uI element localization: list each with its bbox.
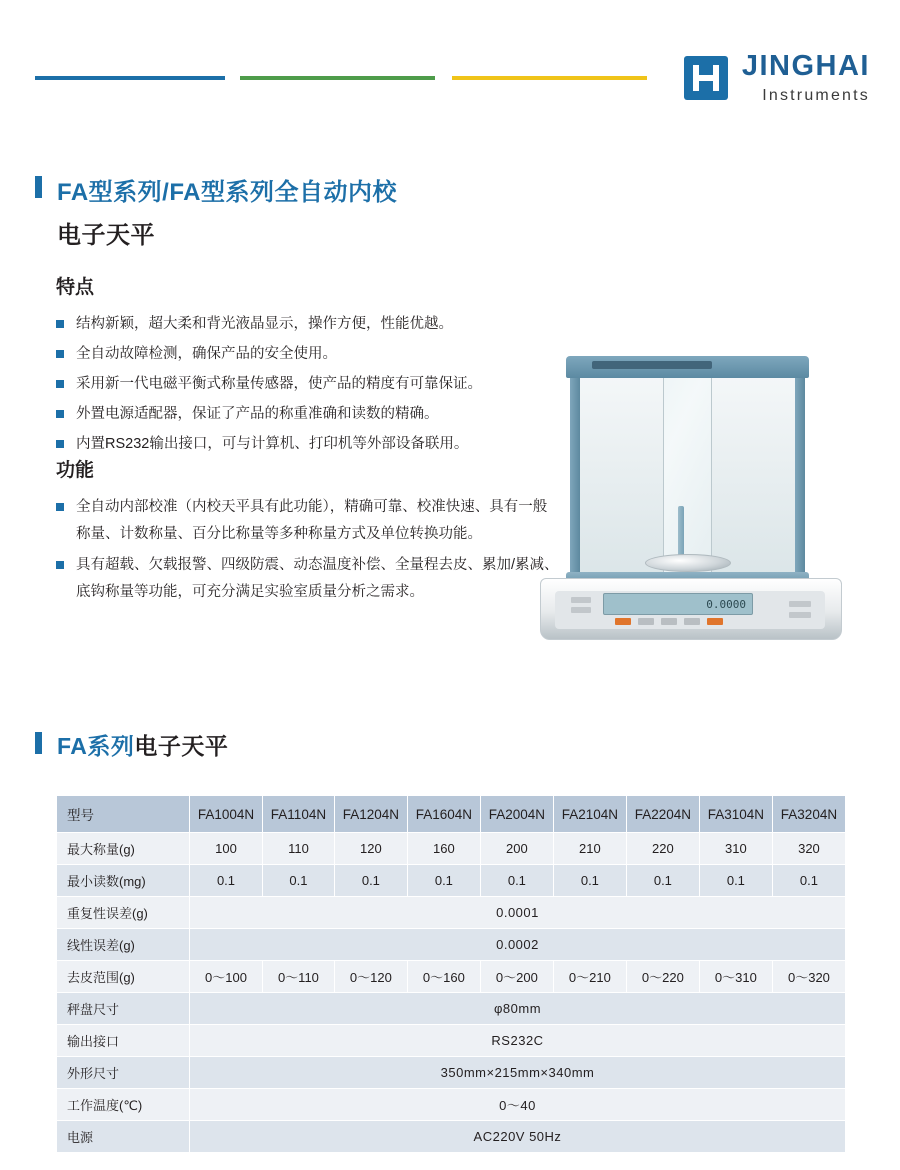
brand-logo bbox=[684, 52, 870, 104]
column-header: FA2204N bbox=[626, 796, 699, 833]
column-header: FA1004N bbox=[190, 796, 263, 833]
table-cell: 0～40 bbox=[190, 1089, 846, 1121]
list-item: 内置RS232输出接口，可与计算机、打印机等外部设备联用。 bbox=[56, 431, 561, 457]
functions-heading: 功能 bbox=[56, 460, 95, 481]
column-header: FA3104N bbox=[699, 796, 772, 833]
column-header: FA1204N bbox=[334, 796, 407, 833]
frame-post-left bbox=[570, 368, 580, 588]
table-head bbox=[57, 796, 846, 833]
page-title-line1: FA型系列/FA型系列全自动内校 bbox=[57, 179, 398, 206]
table-row bbox=[57, 833, 846, 865]
list-item: 结构新颖，超大柔和背光液晶显示，操作方便，性能优越。 bbox=[56, 311, 561, 337]
table-cell: 0.1 bbox=[699, 865, 772, 897]
table-cell: 320 bbox=[772, 833, 845, 865]
row-label: 最大称量(g) bbox=[57, 833, 190, 865]
table-cell: 0～160 bbox=[407, 961, 480, 993]
table-cell: 0～310 bbox=[699, 961, 772, 993]
column-header: 型号 bbox=[57, 796, 190, 833]
brand-text bbox=[742, 52, 870, 104]
weighing-pan bbox=[645, 554, 731, 572]
table-title-accent-bar bbox=[35, 732, 42, 754]
table-cell: 0.1 bbox=[480, 865, 553, 897]
table-row bbox=[57, 929, 846, 961]
table-row bbox=[57, 1121, 846, 1153]
table-cell: 0.1 bbox=[407, 865, 480, 897]
row-label: 秤盘尺寸 bbox=[57, 993, 190, 1025]
table-cell: φ80mm bbox=[190, 993, 846, 1025]
table-cell: 0～100 bbox=[190, 961, 263, 993]
table-cell: 100 bbox=[190, 833, 263, 865]
table-row bbox=[57, 865, 846, 897]
balance-control-panel bbox=[555, 591, 825, 629]
column-header: FA2104N bbox=[553, 796, 626, 833]
table-row bbox=[57, 961, 846, 993]
list-item: 全自动内部校准（内校天平具有此功能），精确可靠、校准快速、具有一般称量、计数称量、百分比称量等多种称量方式及单位转换功能。 bbox=[56, 494, 561, 548]
table-cell: 210 bbox=[553, 833, 626, 865]
right-key-group bbox=[789, 601, 811, 618]
table-cell: 0.1 bbox=[334, 865, 407, 897]
features-heading: 特点 bbox=[56, 277, 95, 298]
functions-list bbox=[56, 494, 561, 606]
features-section bbox=[56, 272, 561, 461]
jinghai-logo-icon bbox=[684, 56, 728, 100]
row-label: 输出接口 bbox=[57, 1025, 190, 1057]
list-item: 具有超载、欠载报警、四级防震、动态温度补偿、全量程去皮、累加/累减、底钩称量等功能，可充分满足实验室质量分析之需求。 bbox=[56, 552, 561, 606]
header-rule-yellow bbox=[452, 76, 647, 80]
brand-subtitle: Instruments bbox=[762, 87, 870, 104]
table-cell: 350mm×215mm×340mm bbox=[190, 1057, 846, 1089]
header-rule-green bbox=[240, 76, 435, 80]
table-cell: 160 bbox=[407, 833, 480, 865]
glass-panel-right bbox=[711, 374, 799, 580]
list-item: 全自动故障检测，确保产品的安全使用。 bbox=[56, 341, 561, 367]
table-cell: 0～120 bbox=[334, 961, 407, 993]
keypad-row bbox=[615, 618, 723, 625]
page-title bbox=[35, 172, 595, 250]
specification-table bbox=[56, 795, 846, 1153]
glass-panel-left bbox=[576, 374, 664, 580]
table-cell: 310 bbox=[699, 833, 772, 865]
draft-shield-lid bbox=[566, 356, 809, 378]
list-item: 外置电源适配器，保证了产品的称重准确和读数的精确。 bbox=[56, 401, 561, 427]
table-title-blue: FA系列 bbox=[57, 733, 135, 759]
row-label: 电源 bbox=[57, 1121, 190, 1153]
column-header: FA1104N bbox=[263, 796, 335, 833]
table-cell: 0.0001 bbox=[190, 897, 846, 929]
table-cell: 110 bbox=[263, 833, 335, 865]
row-label: 最小读数(mg) bbox=[57, 865, 190, 897]
balance-body bbox=[540, 578, 842, 640]
table-cell: 0.1 bbox=[626, 865, 699, 897]
page-title-line2: 电子天平 bbox=[57, 222, 155, 249]
table-cell: 0～220 bbox=[626, 961, 699, 993]
table-row bbox=[57, 1025, 846, 1057]
table-title-black: 电子天平 bbox=[134, 733, 229, 759]
table-cell: RS232C bbox=[190, 1025, 846, 1057]
table-cell: 200 bbox=[480, 833, 553, 865]
features-list bbox=[56, 311, 561, 457]
title-accent-bar bbox=[35, 176, 42, 198]
table-row bbox=[57, 897, 846, 929]
table-cell: 0.1 bbox=[772, 865, 845, 897]
product-image bbox=[530, 290, 875, 650]
column-header: FA3204N bbox=[772, 796, 845, 833]
table-cell: 120 bbox=[334, 833, 407, 865]
table-cell: 0.1 bbox=[263, 865, 335, 897]
table-row bbox=[57, 993, 846, 1025]
table-cell: 220 bbox=[626, 833, 699, 865]
balance-display: 0.0000 bbox=[603, 593, 753, 615]
table-header-row bbox=[57, 796, 846, 833]
table-cell: AC220V 50Hz bbox=[190, 1121, 846, 1153]
header-rule-blue bbox=[35, 76, 225, 80]
row-label: 外形尺寸 bbox=[57, 1057, 190, 1089]
table-cell: 0.0002 bbox=[190, 929, 846, 961]
row-label: 去皮范围(g) bbox=[57, 961, 190, 993]
table-cell: 0～320 bbox=[772, 961, 845, 993]
balance-draft-shield bbox=[560, 356, 815, 588]
table-body bbox=[57, 833, 846, 1153]
column-header: FA2004N bbox=[480, 796, 553, 833]
table-cell: 0.1 bbox=[190, 865, 263, 897]
row-label: 重复性误差(g) bbox=[57, 897, 190, 929]
page-header bbox=[0, 52, 900, 112]
table-row bbox=[57, 1057, 846, 1089]
table-cell: 0～210 bbox=[553, 961, 626, 993]
functions-section bbox=[56, 455, 561, 610]
list-item: 采用新一代电磁平衡式称量传感器，使产品的精度有可靠保证。 bbox=[56, 371, 561, 397]
table-cell: 0～200 bbox=[480, 961, 553, 993]
table-cell: 0～110 bbox=[263, 961, 335, 993]
table-title bbox=[35, 728, 228, 761]
table-row bbox=[57, 1089, 846, 1121]
left-key-group bbox=[571, 597, 591, 613]
row-label: 工作温度(℃) bbox=[57, 1089, 190, 1121]
frame-post-right bbox=[795, 368, 805, 588]
brand-name: JINGHAI bbox=[741, 50, 870, 82]
row-label: 线性误差(g) bbox=[57, 929, 190, 961]
column-header: FA1604N bbox=[407, 796, 480, 833]
table-cell: 0.1 bbox=[553, 865, 626, 897]
